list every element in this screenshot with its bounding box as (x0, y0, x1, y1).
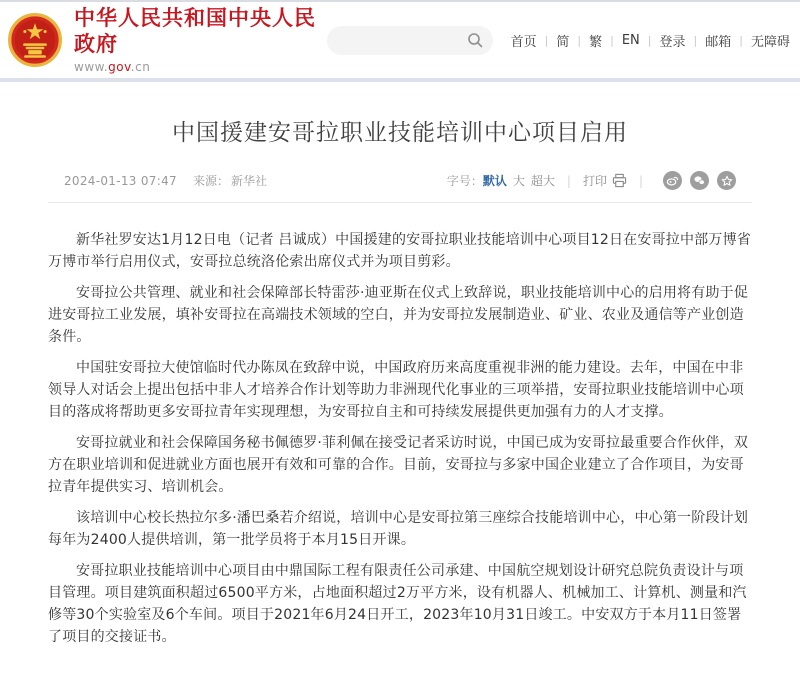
fontsize-large-button[interactable]: 大 (512, 174, 525, 188)
search-input[interactable] (341, 33, 467, 47)
paragraph: 新华社罗安达1月12日电（记者 吕诚成）中国援建的安哥拉职业技能培训中心项目12日在安哥拉中部万博省万博市举行启用仪式，安哥拉总统洛伦索出席仪式并为项目剪彩。 (48, 232, 751, 270)
meta-separator (555, 174, 583, 188)
paragraph: 安哥拉公共管理、就业和社会保障部长特雷莎·迪亚斯在仪式上致辞说，职业技能培训中心的启用将有助于促进安哥拉工业发展，填补安哥拉在高端技术领域的空白，并为安哥拉发展制造业、矿业、农业及通信等产业创造条件。 (48, 285, 749, 345)
paragraph: 安哥拉职业技能培训中心项目由中鼎国际工程有限责任公司承建、中国航空规划设计研究总院负责设计与项目管理。项目建筑面积超过6500平方米，占地面积超过2万平方米，设有机器人、机械加工、计算机、测量和汽修等30个实验室及6个车间。项目于2021年6月24日开工，2023年10月31日竣工。中安双方于本月11日签署了项目的交接证书。 (48, 563, 747, 645)
page-title: 中国援建安哥拉职业技能培训中心项目启用 (172, 120, 628, 146)
search-icon[interactable] (467, 32, 483, 48)
paragraph: 中国驻安哥拉大使馆临时代办陈凤在致辞中说，中国政府历来高度重视非洲的能力建设。去年，中国在中非领导人对话会上提出包括中非人才培养合作计划等助力非洲现代化事业的三项举措，安哥拉职业技能培训中心项目的落成将帮助更多安哥拉青年实现理想，为安哥拉自主和可持续发展提供更加强有力的人才支撑。 (48, 360, 744, 420)
top-nav (511, 31, 790, 50)
paragraph: 该培训中心校长热拉尔多·潘巴桑若介绍说，培训中心是安哥拉第三座综合技能培训中心，中心第一阶段计划每年为2400人提供培训，第一批学员将于本月15日开课。 (48, 510, 749, 548)
wechat-share-icon[interactable] (690, 171, 709, 190)
fontsize-label: 字号： (446, 174, 483, 188)
nav-item-login[interactable]: | 登录 (640, 31, 686, 50)
meta-separator (627, 174, 655, 188)
print-label: 打印 (582, 174, 607, 188)
source-value[interactable]: 新华社 (230, 174, 267, 188)
nav-item-mail[interactable]: | 邮箱 (686, 31, 732, 50)
site-header (0, 2, 800, 78)
site-name: 中华人民共和国中央人民政府 (74, 6, 316, 56)
site-url-cn: .cn (130, 59, 151, 74)
article (0, 114, 800, 677)
national-emblem-icon (8, 13, 62, 67)
share-group (655, 171, 736, 190)
nav-item-simplified[interactable]: | 简 (537, 31, 570, 50)
weibo-share-icon[interactable] (663, 171, 682, 190)
article-body (48, 229, 752, 677)
article-meta-row (48, 171, 752, 203)
search-box[interactable] (327, 26, 493, 55)
source-label: 来源： (192, 174, 229, 188)
site-url-www: www. (74, 59, 109, 74)
fontsize-default-button[interactable]: 默认 (482, 174, 507, 188)
nav-item-accessibility[interactable]: | 无障碍 (731, 31, 790, 50)
publish-date: 2024-01-13 07:47 (64, 173, 177, 188)
site-url-gov: gov (108, 59, 131, 74)
nav-item-english[interactable]: | EN (602, 33, 640, 48)
nav-item-traditional[interactable]: | 繁 (569, 31, 602, 50)
site-url (74, 60, 327, 74)
printer-icon (612, 173, 627, 188)
site-logo[interactable] (8, 6, 327, 73)
paragraph: 安哥拉就业和社会保障国务秘书佩德罗·菲利佩在接受记者采访时说，中国已成为安哥拉最重要合作伙伴，双方在职业培训和促进就业方面也展开有效和可靠的合作。目前，安哥拉与多家中国企业建立了合作项目，为安哥拉青年提供实习、培训机会。 (48, 435, 749, 495)
header-divider-band (0, 78, 800, 82)
nav-item-home[interactable]: 首页 (510, 34, 537, 50)
favorite-share-icon[interactable] (717, 171, 736, 190)
fontsize-xlarge-button[interactable]: 超大 (530, 174, 555, 188)
print-button[interactable] (583, 172, 627, 189)
